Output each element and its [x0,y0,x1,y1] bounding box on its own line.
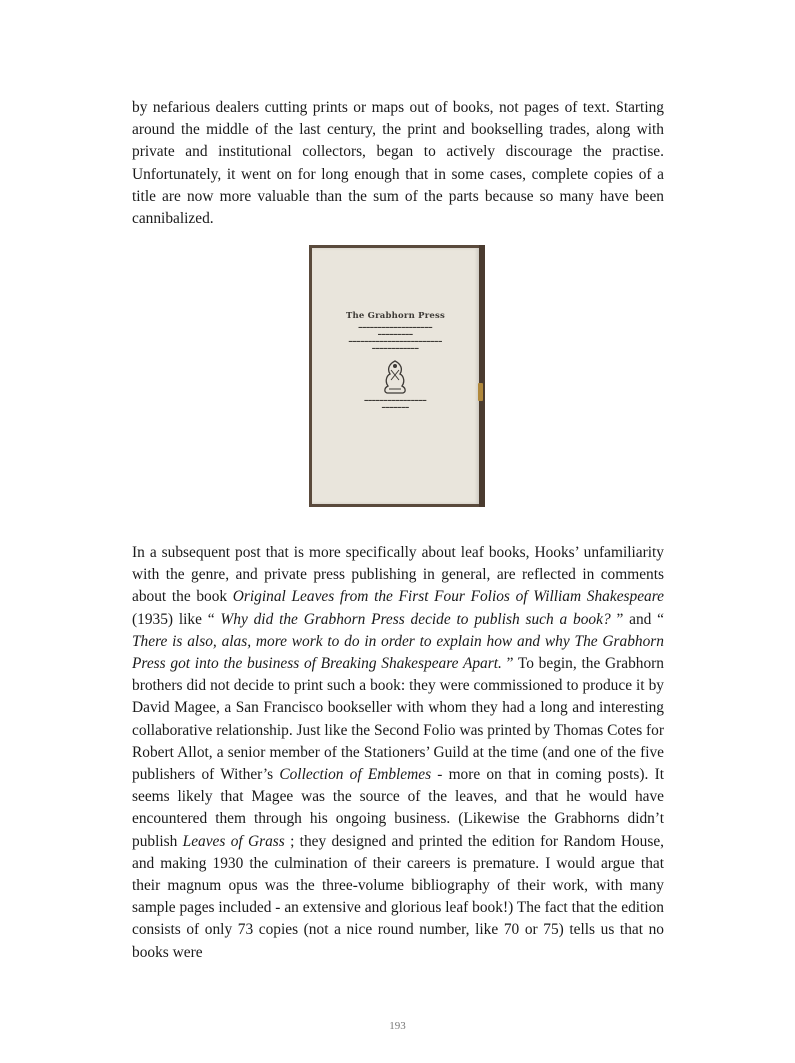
title-page-photo [309,245,485,507]
text-run: ; they designed and printed the edition for Random House, and making 1930 the culmination of their careers is premature. I would argue that their magnum opus was the three-volume bibliography of their work, with many sample pages included - an extensive and glorious leaf book!) The fact that the edition consists of only 73 copies (not a nice round number, like 70 or 75) tells us that no books were [132,832,665,961]
text-run: ” To begin, the Grabhorn brothers did not decide to print such a book: they were commissioned to produce it by David Magee, a San Francisco bookseller with whom they had a long and interesting collaborative relationship. Just like the Second Folio was printed by Thomas Cotes for Robert Allot, a senior member of the Stationers’ Guild at the time (and one of the five publishers of Wither’s [132,655,664,784]
book-title: Collection of Emblemes [279,766,432,784]
quote: There is also, alas, more work to do in order to explain how and why The Grabhorn Press got into the business of Breaking Shakespeare Apart. [132,632,664,673]
title-page-line: ▬▬▬▬▬▬▬▬▬ [377,332,414,336]
text-run: (1935) like “ [132,610,221,628]
title-page-line: ▬▬▬▬▬▬▬▬▬▬▬▬▬▬▬▬▬▬▬ [358,325,433,329]
title-page-line: ▬▬▬▬▬▬▬▬▬▬▬▬ [372,346,419,350]
title-page-leaf [312,248,479,504]
text-run: ” and “ [610,610,665,628]
book-spine-edge [479,245,485,507]
paragraph-leaf-books [132,542,664,964]
paragraph-intro: by nefarious dealers cutting prints or maps out of books, not pages of text. Starting around the middle of the last century, the print and bookselling trades, along with private and institutional collectors, began to actively discourage the practise. Unfortunately, it went on for long enough that in some cases, complete copies of a title are now more valuable than the sum of the parts because so many have been cannibalized. [132,99,664,228]
book-title: Leaves of Grass [182,832,285,850]
page-number: 193 [389,1020,406,1032]
title-page-imprint: ▬▬▬▬▬▬▬ [381,405,410,409]
book-title: Original Leaves from the First Four Folios of William Shakespeare [232,588,664,606]
title-page-heading: The Grabhorn Press [346,311,445,321]
text-run: In a subsequent post that is more specifically about leaf books, Hooks’ unfamiliarity with the genre, and private press publishing in general, are reflected in comments about the book [132,544,664,606]
text-run: - more on that in coming posts). It seems likely that Magee was the source of the leaves, and that he would have encountered them through his ongoing business. (Likewise the Grabhorns didn’t publish [132,766,664,850]
printers-device-icon [378,358,412,396]
title-page-imprint: ▬▬▬▬▬▬▬▬▬▬▬▬▬▬▬▬ [364,398,427,402]
title-page-line: ▬▬▬▬▬▬▬▬▬▬▬▬▬▬▬▬▬▬▬▬▬▬▬▬ [348,339,443,343]
quote: Why did the Grabhorn Press decide to publish such a book? [220,610,611,628]
book-clasp [478,383,483,401]
